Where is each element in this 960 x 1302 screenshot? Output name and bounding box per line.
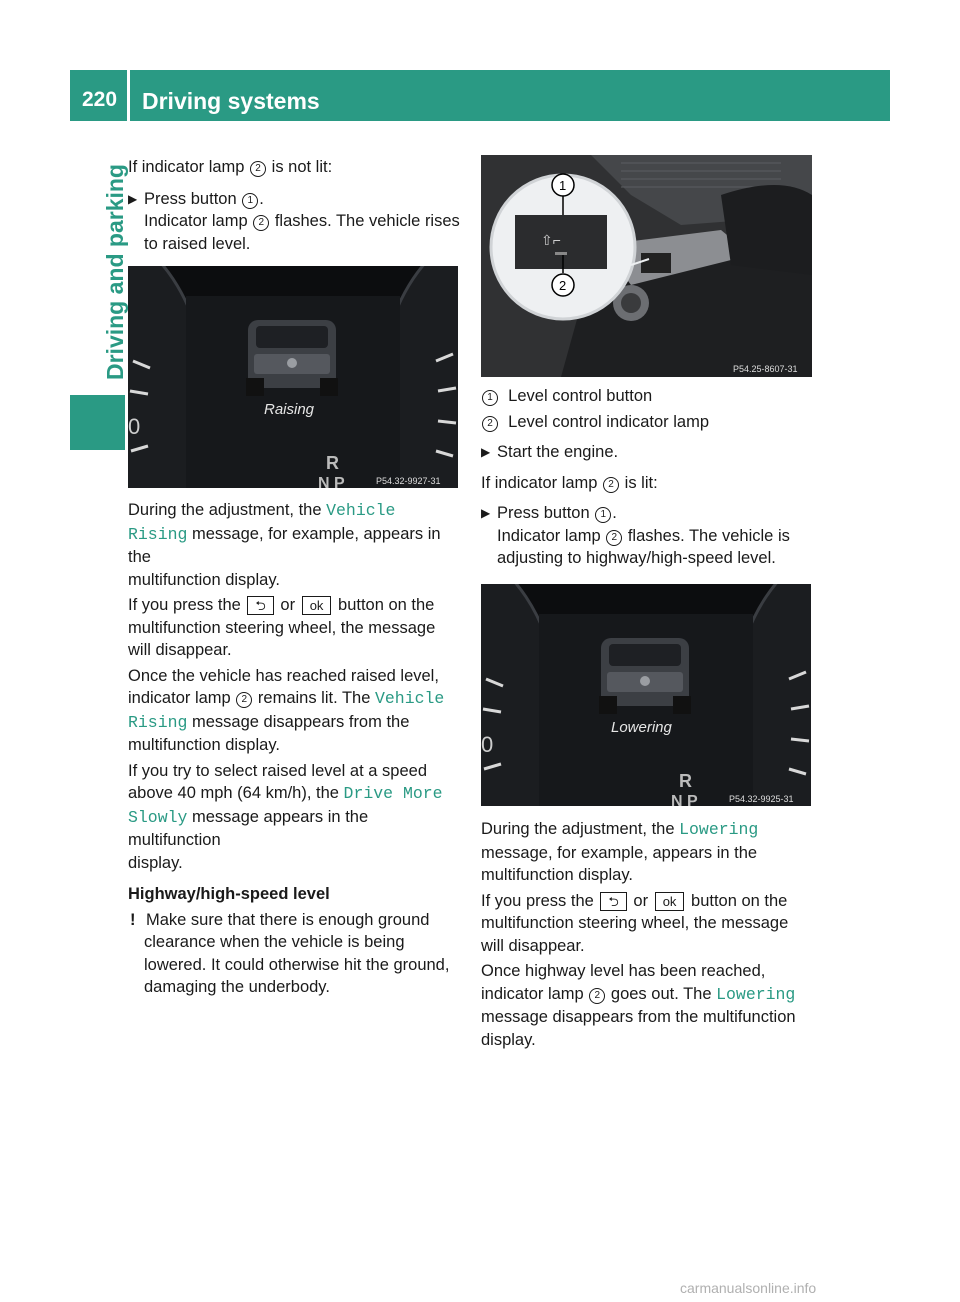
paragraph <box>481 912 816 935</box>
text: message appears in the multifunction <box>128 807 369 849</box>
paragraph <box>481 864 816 887</box>
callout-2-icon: 2 <box>250 161 266 177</box>
arrow-icon: ▶ <box>481 445 491 459</box>
text: multifunction steering wheel, the message <box>481 914 789 932</box>
callout-number: 1 <box>559 178 567 193</box>
callout-2-icon: 2 <box>603 477 619 493</box>
side-title-text: Driving and parking <box>102 164 128 380</box>
paragraph <box>481 1029 816 1052</box>
text: damaging the underbody. <box>144 978 330 996</box>
text: . <box>259 189 264 208</box>
callout-2-icon: 2 <box>253 215 269 231</box>
paragraph <box>128 499 463 523</box>
paragraph <box>128 639 463 662</box>
right-column-lower <box>481 818 816 1051</box>
text: multifunction display. <box>128 570 280 589</box>
callout-1-icon: 1 <box>242 193 258 209</box>
gear-p: P <box>687 793 698 806</box>
paragraph <box>128 687 463 711</box>
callout-1-icon: 1 <box>482 390 498 406</box>
display-message: Lowering <box>679 820 759 839</box>
text: indicator lamp <box>481 984 584 1003</box>
lowering-display-image <box>481 584 811 806</box>
text: Indicator lamp <box>144 212 248 230</box>
side-tab-block <box>70 395 125 450</box>
text: Press button <box>144 189 237 208</box>
warning-note <box>128 976 463 999</box>
dial-number: 0 <box>481 732 494 757</box>
warning-note <box>128 931 463 954</box>
paragraph <box>128 760 463 783</box>
display-message: Lowering <box>716 984 796 1004</box>
paragraph <box>481 1006 816 1029</box>
text: message, for example, appears in the <box>128 524 441 566</box>
text: Make sure that there is enough ground <box>146 910 430 929</box>
instruction-result <box>481 525 816 548</box>
instruction-step <box>128 188 463 211</box>
paragraph <box>128 594 463 617</box>
display-message: Rising <box>128 712 188 732</box>
text: Start the engine. <box>497 443 619 461</box>
gear-n: N <box>318 475 330 488</box>
dial-number: 0 <box>128 414 141 439</box>
display-message: Rising <box>128 524 188 544</box>
paragraph <box>481 818 816 842</box>
text: If you try to select raised level at a speed <box>128 761 427 780</box>
callout-2-icon: 2 <box>482 416 498 432</box>
image-code: P54.32-9925-31 <box>729 794 794 804</box>
legend-item <box>481 411 816 434</box>
text: If you press the <box>128 596 241 614</box>
text: Once highway level has been reached, <box>481 962 766 980</box>
warning-note <box>128 909 463 932</box>
text: flashes. The vehicle is <box>627 526 790 545</box>
paragraph <box>481 960 816 983</box>
instruction-result <box>128 210 463 233</box>
left-column <box>128 156 463 255</box>
image-code: P54.25-8607-31 <box>733 364 798 374</box>
text: flashes. The vehicle rises <box>274 212 460 230</box>
arrow-icon: ▶ <box>481 506 491 520</box>
paragraph <box>128 156 463 179</box>
text: goes out. The <box>610 984 712 1003</box>
text: Indicator lamp <box>497 526 601 545</box>
text: multifunction steering wheel, the message <box>128 618 436 637</box>
text: or <box>280 596 296 614</box>
page-number: 220 <box>82 88 118 111</box>
display-caption: Raising <box>264 401 315 418</box>
text: If indicator lamp <box>481 473 598 492</box>
paragraph <box>128 711 463 735</box>
gear-r: R <box>326 453 339 473</box>
text: Level control button <box>508 387 653 405</box>
text: remains lit. The <box>257 689 371 707</box>
text: Level control indicator lamp <box>508 412 710 431</box>
callout-number: 2 <box>559 278 567 293</box>
instruction-result <box>481 547 816 570</box>
paragraph <box>128 806 463 852</box>
display-message: Vehicle <box>326 501 396 520</box>
paragraph <box>128 617 463 640</box>
text: If you press the <box>481 891 594 910</box>
gear-r: R <box>679 771 692 791</box>
subheading: Highway/high-speed level <box>128 885 330 903</box>
paragraph <box>481 472 816 495</box>
paragraph <box>481 935 816 958</box>
text: clearance when the vehicle is being <box>144 933 405 951</box>
paragraph <box>481 842 816 865</box>
text: Once the vehicle has reached raised level, <box>128 666 439 685</box>
paragraph <box>128 665 463 688</box>
text: If indicator lamp <box>128 158 245 176</box>
text: During the adjustment, the <box>128 501 322 519</box>
callout-2-icon: 2 <box>606 530 622 546</box>
text: adjusting to highway/high-speed level. <box>497 549 776 567</box>
text: to raised level. <box>144 234 251 253</box>
display-message: Vehicle <box>375 689 445 708</box>
footer-watermark: carmanualsonline.info <box>680 1280 817 1296</box>
instruction-result <box>128 233 463 256</box>
legend-item <box>481 385 816 408</box>
callout-2-icon: 2 <box>236 692 252 708</box>
text: or <box>633 891 649 910</box>
gear-p: P <box>334 475 345 488</box>
left-column-lower <box>128 499 463 999</box>
svg-text:⇧⌐: ⇧⌐ <box>541 232 561 248</box>
text: is lit: <box>624 473 658 492</box>
text: message, for example, appears in the <box>481 843 758 862</box>
text: will disappear. <box>481 936 585 955</box>
text: message disappears from the multifunction <box>481 1008 796 1026</box>
paragraph <box>481 890 816 913</box>
ok-key-icon: ok <box>302 596 332 615</box>
text: . <box>612 504 617 522</box>
text: multifunction display. <box>481 866 633 884</box>
callout-2-icon: 2 <box>589 988 605 1004</box>
warning-note <box>128 954 463 977</box>
display-caption: Lowering <box>611 719 672 736</box>
warning-icon: ! <box>130 910 136 929</box>
paragraph <box>128 569 463 592</box>
text: indicator lamp <box>128 689 231 707</box>
text: button on the <box>338 596 435 614</box>
display-message: Drive More <box>343 784 443 803</box>
text: above 40 mph (64 km/h), the <box>128 784 339 802</box>
paragraph <box>128 852 463 875</box>
display-message: Slowly <box>128 807 188 827</box>
text: lowered. It could otherwise hit the ground, <box>144 955 450 974</box>
instruction-step <box>481 441 816 464</box>
paragraph <box>481 983 816 1007</box>
image-code: P54.32-9927-31 <box>376 476 441 486</box>
right-column <box>481 385 816 570</box>
paragraph <box>128 523 463 569</box>
text: Press button <box>497 504 590 522</box>
text: button on the <box>691 891 788 910</box>
callout-1-icon: 1 <box>595 507 611 523</box>
gear-n: N <box>671 793 683 806</box>
center-console-image <box>481 155 812 377</box>
text: will disappear. <box>128 641 232 659</box>
text: multifunction display. <box>128 736 280 754</box>
text: display. <box>128 853 183 872</box>
text: message disappears from the <box>192 712 410 731</box>
back-key-icon: ⮌ <box>600 892 626 911</box>
section-title: Driving systems <box>142 88 320 114</box>
header-divider <box>127 70 130 121</box>
text: display. <box>481 1030 536 1049</box>
raising-display-image <box>128 266 458 488</box>
side-title <box>68 140 128 380</box>
ok-key-icon: ok <box>655 892 685 911</box>
text: is not lit: <box>271 158 333 176</box>
text: During the adjustment, the <box>481 820 675 838</box>
instruction-step <box>481 502 816 525</box>
back-key-icon: ⮌ <box>247 596 273 615</box>
paragraph <box>128 734 463 757</box>
paragraph <box>128 782 463 806</box>
arrow-icon: ▶ <box>128 191 138 206</box>
